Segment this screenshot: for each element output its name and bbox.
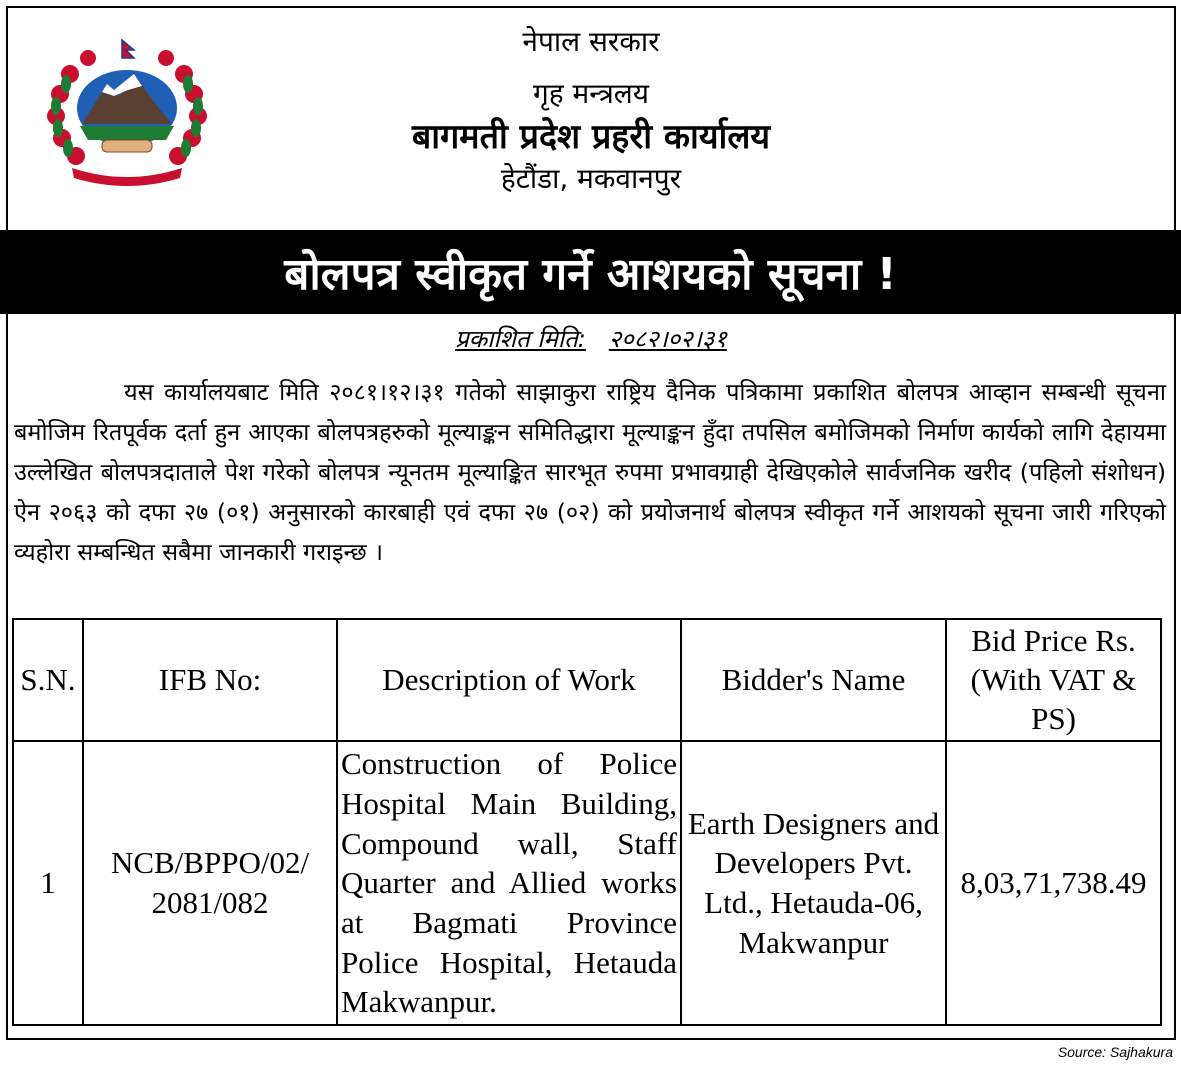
cell-ifb: NCB/BPPO/02/ 2081/082 [83, 741, 337, 1025]
header-bidder: Bidder's Name [681, 619, 946, 741]
header-ifb: IFB No: [83, 619, 337, 741]
source-credit: Source: Sajhakura [1057, 1044, 1173, 1060]
notice-title: बोलपत्र स्वीकृत गर्ने आशयको सूचना ! [284, 249, 897, 300]
bid-table [12, 618, 1162, 1026]
header-price: Bid Price Rs. (With VAT & PS) [946, 619, 1161, 741]
published-label: प्रकाशित मिति: [455, 325, 586, 353]
office-location: हेटौंडा, मकवानपुर [500, 161, 682, 195]
cell-sn: 1 [13, 741, 83, 1025]
published-date-line [6, 322, 1176, 355]
ministry-name: गृह मन्त्रलय [532, 77, 650, 111]
table-row [13, 741, 1161, 1025]
letterhead [6, 14, 1176, 197]
notice-body: यस कार्यालयबाट मिति २०८१।१२।३१ गतेको साझाकुरा राष्ट्रिय दैनिक पत्रिकामा प्रकाशित बोलपत्र आव्हान सम्बन्धी सूचना बमोजिम रितपूर्वक दर्ता हुन आएका बोलपत्रहरुको मूल्याङ्कन समितिद्धारा मूल्याङ्कन हुँदा तपसिल बमोजिमको निर्माण कार्यको लागि देहायमा उल्लेखित बोलपत्रदाताले पेश गरेको बोलपत्र न्यूनतम मूल्याङ्कित सारभूत रुपमा प्रभावग्राही देखिएकोले सार्वजनिक खरीद (पहिलो संशोधन) ऐन २०६३ को दफा २७ (०१) अनुसारको कारबाही एवं दफा २७ (०२) को प्रयोजनार्थ बोलपत्र स्वीकृत गर्ने आशयको सूचना जारी गरिएको व्यहोरा सम्बन्धित सबैमा जानकारी गराइन्छ । [14, 378, 1166, 566]
government-name: नेपाल सरकार [522, 25, 660, 58]
cell-bidder: Earth Designers and Developers Pvt. Ltd., Hetauda-06, Makwanpur [681, 741, 946, 1025]
cell-description: Construction of Police Hospital Main Building, Compound wall, Staff Quarter and Allied works at Bagmati Province Police Hospital, Hetauda Makwanpur. [337, 741, 681, 1025]
published-date: २०८२।०२।३१ [608, 325, 727, 353]
header-description: Description of Work [337, 619, 681, 741]
office-name: बागमती प्रदेश प्रहरी कार्यालय [411, 116, 771, 157]
header-sn: S.N. [13, 619, 83, 741]
table-header-row [13, 619, 1161, 741]
notice-title-bar [0, 230, 1181, 314]
cell-price: 8,03,71,738.49 [946, 741, 1161, 1025]
